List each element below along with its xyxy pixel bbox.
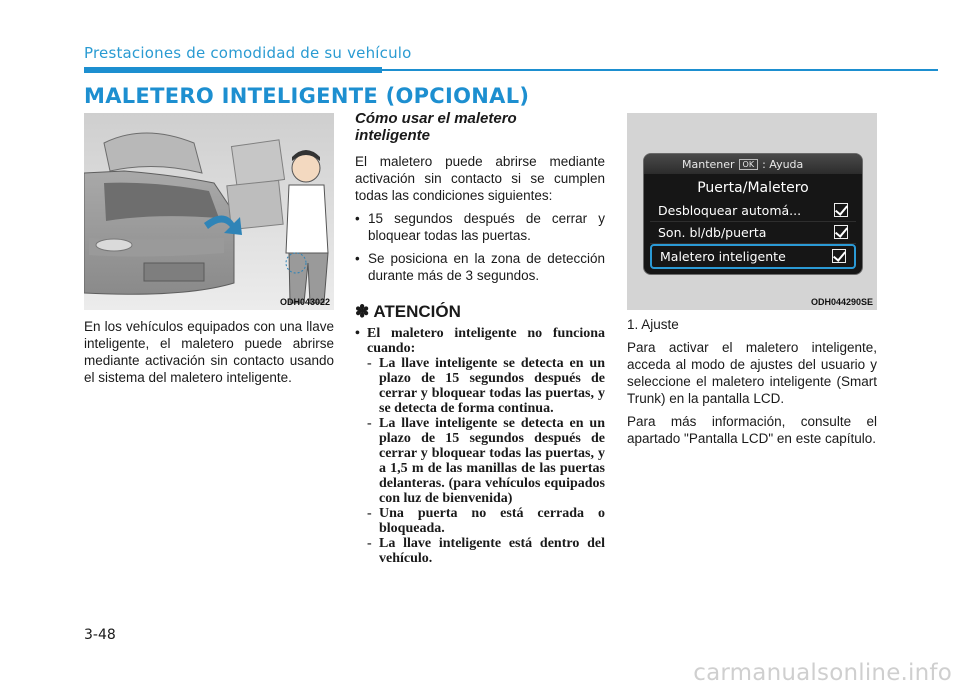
dash-icon: - bbox=[367, 506, 372, 521]
settings-paragraph: Para activar el maletero inteligente, acceda al modo de ajustes del usuario y seleccione el maletero inteligente (Smart Trunk) en la pantalla LCD. bbox=[627, 340, 877, 406]
checkbox-checked-icon bbox=[834, 203, 848, 217]
section-title: Prestaciones de comodidad de su vehículo bbox=[84, 44, 412, 62]
lcd-screen bbox=[643, 153, 863, 275]
usage-column bbox=[355, 110, 605, 566]
watermark: carmanualsonline.info bbox=[693, 660, 952, 686]
attention-item bbox=[355, 356, 605, 416]
ok-button-icon: OK bbox=[739, 159, 759, 170]
list-item-text: Se posiciona en la zona de detección durante más de 3 segundos. bbox=[368, 251, 605, 283]
lcd-figure bbox=[627, 113, 877, 310]
header-rule-thin bbox=[382, 69, 938, 71]
attention-item-text: La llave inteligente está dentro del vehículo. bbox=[379, 536, 605, 566]
usage-subtitle-line1: Cómo usar el maletero bbox=[355, 110, 517, 127]
attention-item-text: La llave inteligente se detecta en un plazo de 15 segundos después de cerrar y bloquear todas las puertas, y se detecta de forma continua. bbox=[379, 356, 605, 416]
attention-item-text: Una puerta no está cerrada o bloqueada. bbox=[379, 506, 605, 536]
bullet-icon: • bbox=[355, 211, 360, 226]
lcd-menu-item-label: Son. bl/db/puerta bbox=[658, 225, 767, 240]
figure-code: ODH043022 bbox=[279, 297, 330, 307]
lcd-menu-item-selected bbox=[650, 244, 856, 269]
reference-paragraph: Para más información, consulte el apartado "Pantalla LCD" en este capítulo. bbox=[627, 414, 877, 446]
attention-lead-text: El maletero inteligente no funciona cuando: bbox=[367, 326, 605, 356]
conditions-list bbox=[355, 210, 605, 284]
checkbox-checked-icon bbox=[834, 225, 848, 239]
header-rule-thick bbox=[84, 67, 382, 73]
lcd-menu-item-label: Maletero inteligente bbox=[660, 249, 786, 264]
lcd-menu-item bbox=[650, 222, 856, 244]
lcd-menu-item bbox=[650, 200, 856, 222]
step-title: 1. Ajuste bbox=[627, 317, 679, 332]
attention-item-text: La llave inteligente se detecta en un plazo de 15 segundos después de cerrar y bloquear todas las puertas, y a 1,5 m de las manillas de las puertas delanteras. (para vehículos equipados con luz de bienvenida) bbox=[379, 416, 605, 506]
dash-icon: - bbox=[367, 536, 372, 551]
list-item bbox=[355, 210, 605, 244]
list-item bbox=[355, 250, 605, 284]
attention-item bbox=[355, 416, 605, 506]
lcd-help-label: : Ayuda bbox=[762, 157, 804, 171]
dash-icon: - bbox=[367, 356, 372, 371]
usage-subtitle bbox=[355, 110, 605, 144]
figure-code: ODH044290SE bbox=[810, 297, 873, 307]
bullet-icon: • bbox=[355, 251, 360, 266]
lcd-menu-item-label: Desbloquear automá... bbox=[658, 203, 802, 218]
usage-intro: El maletero puede abrirse mediante activación sin contacto si se cumplen todas las condiciones siguientes: bbox=[355, 154, 605, 203]
attention-item bbox=[355, 506, 605, 536]
attention-lead bbox=[355, 326, 605, 356]
page-title: MALETERO INTELIGENTE (OPCIONAL) bbox=[84, 84, 530, 108]
page-number: 3-48 bbox=[84, 627, 116, 643]
attention-title: ✽ ATENCIÓN bbox=[355, 302, 461, 321]
attention-item bbox=[355, 536, 605, 566]
usage-subtitle-line2: inteligente bbox=[355, 127, 431, 144]
settings-column bbox=[627, 316, 877, 453]
trunk-drawing bbox=[84, 113, 334, 310]
attention-note bbox=[355, 326, 605, 566]
lcd-top-bar bbox=[644, 154, 862, 174]
lcd-menu-heading: Puerta/Maletero bbox=[697, 180, 809, 196]
list-item-text: 15 segundos después de cerrar y bloquear todas las puertas. bbox=[368, 211, 605, 243]
trunk-illustration bbox=[84, 113, 334, 310]
dash-icon: - bbox=[367, 416, 372, 431]
intro-paragraph: En los vehículos equipados con una llave inteligente, el maletero puede abrirse mediante activación sin contacto usando el sistema del maletero inteligente. bbox=[84, 319, 334, 385]
lcd-hold-label: Mantener bbox=[682, 157, 735, 171]
bullet-icon: • bbox=[355, 326, 360, 341]
checkbox-checked-icon bbox=[832, 249, 846, 263]
